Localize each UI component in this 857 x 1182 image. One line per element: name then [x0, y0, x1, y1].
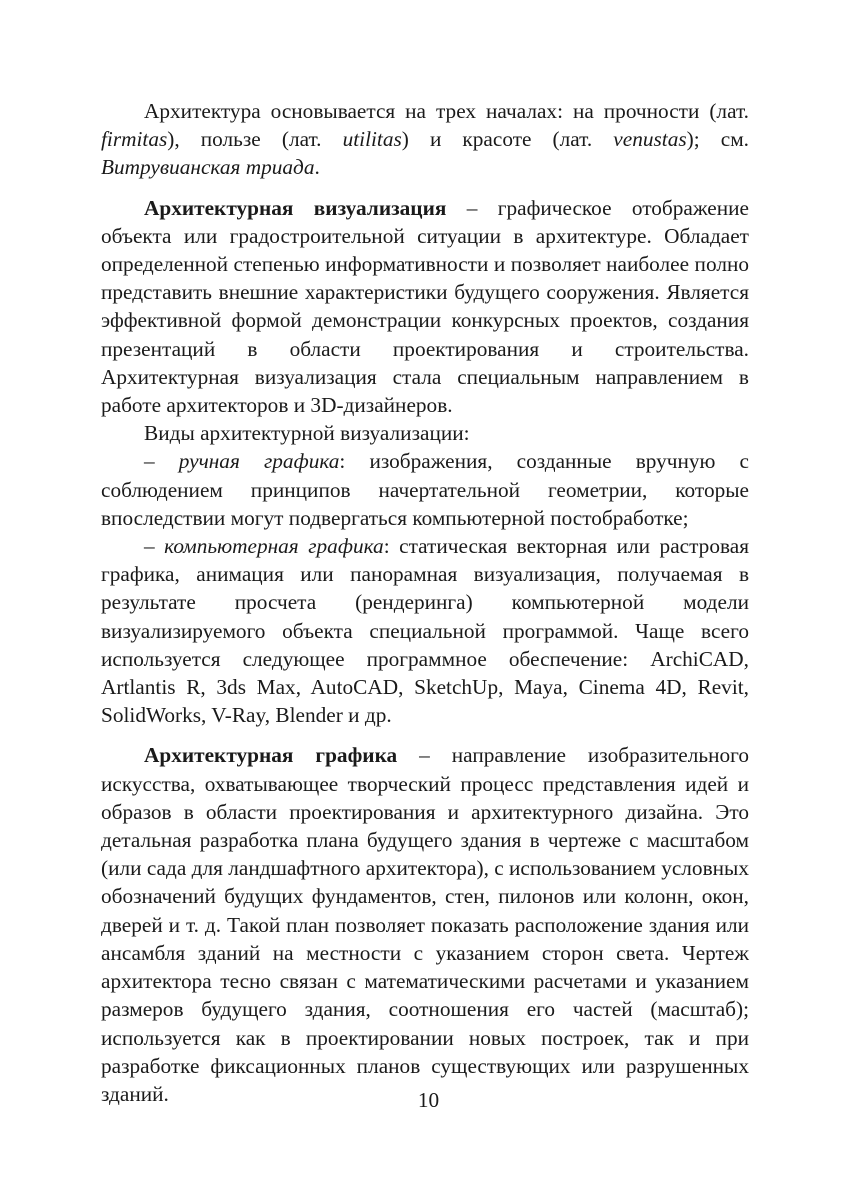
latin-term-firmitas: firmitas	[101, 127, 168, 152]
list-term: ручная графика	[178, 449, 340, 474]
list-item-hand-graphics	[101, 447, 749, 532]
paragraph-architecture-principles	[101, 97, 749, 182]
page-body	[101, 97, 749, 1108]
list-text: : статическая векторная или растровая графика, анимация или панорамная визуализация, получаемая в результате просчета (рендеринга) компьютерной модели визуализируемого объекта специальной программой. Чаще всего используется следующее программное обеспечение: ArchiCAD, Artlantis R, 3ds Max, AutoCAD, SketchUp, Maya, Cinema 4D, Revit, SolidWorks, V-Ray, Blender и др.	[101, 534, 750, 728]
text-run: .	[314, 155, 320, 180]
list-dash: –	[144, 449, 179, 474]
text-run: Архитектура основывается на трех началах: на прочности (лат.	[144, 99, 749, 123]
page-number: 10	[417, 1088, 440, 1112]
latin-term-utilitas: utilitas	[342, 127, 402, 152]
entry-term: Архитектурная графика	[144, 743, 398, 768]
list-text: : изображения, созданные вручную с соблюдением принципов начертательной геометрии, которые впоследствии могут подвергаться компьютерной постобработке;	[101, 449, 749, 530]
text-run: ); см.	[686, 127, 749, 152]
entry-term: Архитектурная визуализация	[144, 195, 447, 220]
latin-term-venustas: venustas	[613, 127, 687, 152]
entry-architectural-visualization	[101, 194, 749, 420]
text-run: ), пользе (лат.	[167, 127, 343, 152]
paragraph-visualization-types	[101, 419, 749, 447]
text-run: ) и красоте (лат.	[401, 127, 614, 152]
text-run: Виды архитектурной визуализации:	[144, 421, 470, 446]
list-dash: –	[144, 534, 165, 559]
list-term: компьютерная графика	[164, 534, 384, 559]
entry-architectural-graphics	[101, 741, 749, 1108]
list-item-computer-graphics	[101, 532, 749, 729]
entry-definition: – графическое отображение объекта или градостроительной ситуации в архитектуре. Обладает определенной степенью информативности и позволяет наиболее полно представить внешние характеристики будущего сооружения. Является эффективной формой демонстрации конкурсных проектов, создания презентаций в области проектирования и строительства. Архитектурная визуализация стала специальным направлением в работе архитекторов и 3D-дизайнеров.	[101, 195, 749, 418]
entry-definition: – направление изобразительного искусства, охватывающее творческий процесс представления идей и образов в области проектирования и архитектурного дизайна. Это детальная разработка плана будущего здания в чертеже с масштабом (или сада для ландшафтного архитектора), с использованием условных обозначений будущих фундаментов, стен, пилонов или колонн, окон, дверей и т. д. Такой план позволяет показать расположение здания или ансамбля зданий на местности с указанием сторон света. Чертеж архитектора тесно связан с математическими расчетами и указанием размеров будущего здания, соотношения его частей (масштаб); используется как в проектировании новых построек, так и при разработке фиксационных планов существующих или разрушенных зданий.	[101, 743, 749, 1106]
cross-reference-vitruvian-triad: Витрувианская триада	[101, 155, 315, 180]
